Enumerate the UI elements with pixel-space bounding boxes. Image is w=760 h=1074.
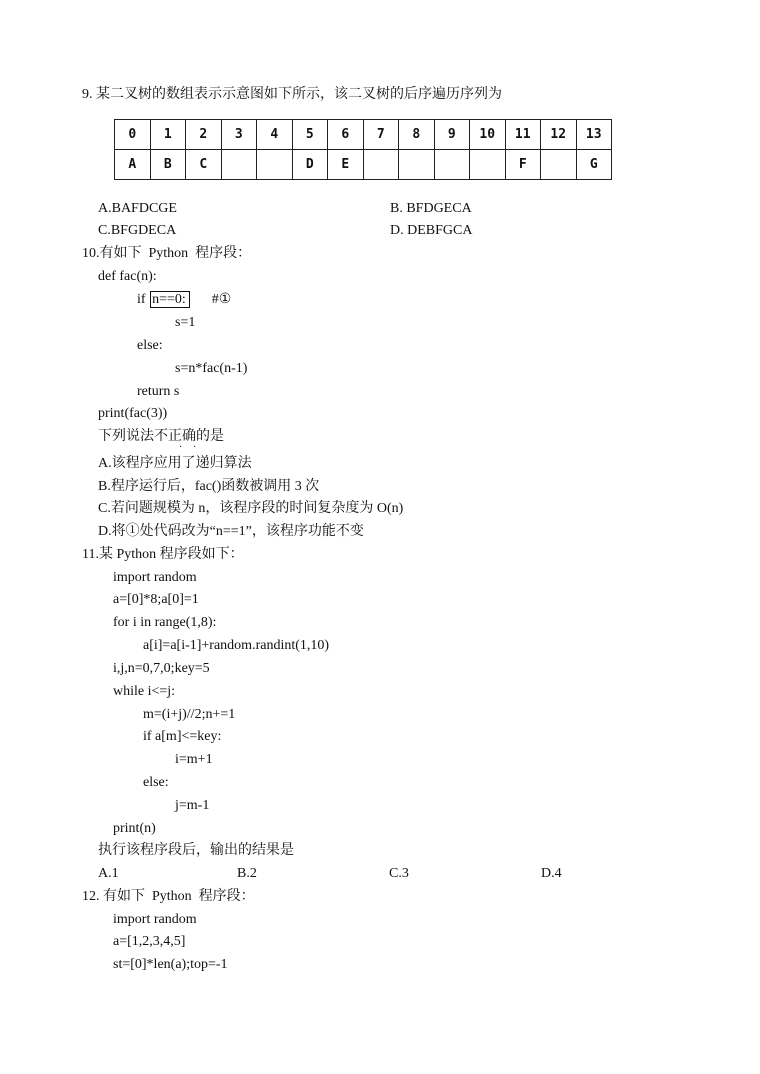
table-cell: 13	[576, 120, 612, 150]
table-cell: F	[505, 150, 541, 180]
q9-option-b: B. BFDGECA	[390, 201, 472, 216]
q10-question: 下列说法不正确的是	[98, 429, 224, 444]
q11-code-line: for i in range(1,8):	[113, 615, 217, 630]
q11-code-line: if a[m]<=key:	[143, 729, 222, 744]
q10-option-a: A.该程序应用了递归算法	[98, 456, 252, 471]
emphasis-dot: ·	[179, 442, 183, 453]
table-cell	[363, 150, 399, 180]
table-cell: 2	[186, 120, 222, 150]
table-cell: 9	[434, 120, 470, 150]
q11-code-line: j=m-1	[175, 798, 210, 813]
q11-code-line: i=m+1	[175, 752, 213, 767]
q10-option-b: B.程序运行后，fac()函数被调用 3 次	[98, 479, 320, 494]
q10-code-line-if	[137, 290, 231, 310]
code-comment: #①	[211, 292, 232, 307]
q10-code-line: print(fac(3))	[98, 406, 168, 421]
q11-code-line: a=[0]*8;a[0]=1	[113, 592, 199, 607]
table-cell	[399, 150, 435, 180]
table-cell: 0	[115, 120, 151, 150]
q10-stem: 10.有如下 Python 程序段：	[82, 246, 252, 261]
table-cell: 7	[363, 120, 399, 150]
table-cell: 12	[541, 120, 577, 150]
q11-option-c: C.3	[389, 866, 409, 881]
q10-code-line: s=1	[175, 315, 196, 330]
q10-code-line: else:	[137, 338, 163, 353]
table-cell	[221, 150, 257, 180]
table-cell: D	[292, 150, 328, 180]
table-cell	[470, 150, 506, 180]
q9-option-d: D. DEBFGCA	[390, 223, 473, 238]
table-cell: G	[576, 150, 612, 180]
table-cell: 3	[221, 120, 257, 150]
q12-code-line: import random	[113, 912, 197, 927]
binary-tree-array-table	[114, 119, 612, 180]
q11-code-line: print(n)	[113, 821, 156, 836]
table-cell: 1	[150, 120, 186, 150]
table-cell	[434, 150, 470, 180]
table-cell: B	[150, 150, 186, 180]
q10-code-line: return s	[137, 384, 180, 399]
table-cell: 8	[399, 120, 435, 150]
code-text: if	[137, 292, 150, 307]
q11-code-line: while i<=j:	[113, 684, 176, 699]
table-cell: C	[186, 150, 222, 180]
q10-code-line: def fac(n):	[98, 269, 157, 284]
table-cell	[541, 150, 577, 180]
q12-code-line: st=[0]*len(a);top=-1	[113, 957, 228, 972]
q9-option-c: C.BFGDECA	[98, 223, 177, 238]
table-cell: E	[328, 150, 364, 180]
q11-stem: 11.某 Python 程序段如下：	[82, 547, 244, 562]
table-cell: 4	[257, 120, 293, 150]
table-cell: 11	[505, 120, 541, 150]
q9-option-a: A.BAFDCGE	[98, 201, 177, 216]
q11-option-b: B.2	[237, 866, 257, 881]
table-cell: 6	[328, 120, 364, 150]
q11-code-line: import random	[113, 570, 197, 585]
table-cell: 10	[470, 120, 506, 150]
blank-box-1: n==0:	[150, 291, 190, 308]
table-cell	[257, 150, 293, 180]
q10-option-d: D.将①处代码改为“n==1”，该程序功能不变	[98, 524, 364, 539]
q12-code-line: a=[1,2,3,4,5]	[113, 934, 186, 949]
table-cell: A	[115, 150, 151, 180]
q11-option-a: A.1	[98, 866, 119, 881]
q11-code-line: a[i]=a[i-1]+random.randint(1,10)	[143, 638, 330, 653]
q9-stem: 9. 某二叉树的数组表示示意图如下所示，该二叉树的后序遍历序列为	[82, 87, 502, 102]
q11-code-line: else:	[143, 775, 169, 790]
table-row-indices	[115, 120, 612, 150]
q10-option-c: C.若问题规模为 n，该程序段的时间复杂度为 O(n)	[98, 501, 404, 516]
q11-question: 执行该程序段后，输出的结果是	[98, 843, 294, 858]
q10-code-line: s=n*fac(n-1)	[175, 361, 248, 376]
q12-stem: 12. 有如下 Python 程序段：	[82, 889, 255, 904]
q11-option-d: D.4	[541, 866, 562, 881]
table-cell: 5	[292, 120, 328, 150]
q11-code-line: i,j,n=0,7,0;key=5	[113, 661, 210, 676]
emphasis-dot: ·	[193, 442, 197, 453]
table-row-nodes	[115, 150, 612, 180]
q11-code-line: m=(i+j)//2;n+=1	[143, 707, 236, 722]
